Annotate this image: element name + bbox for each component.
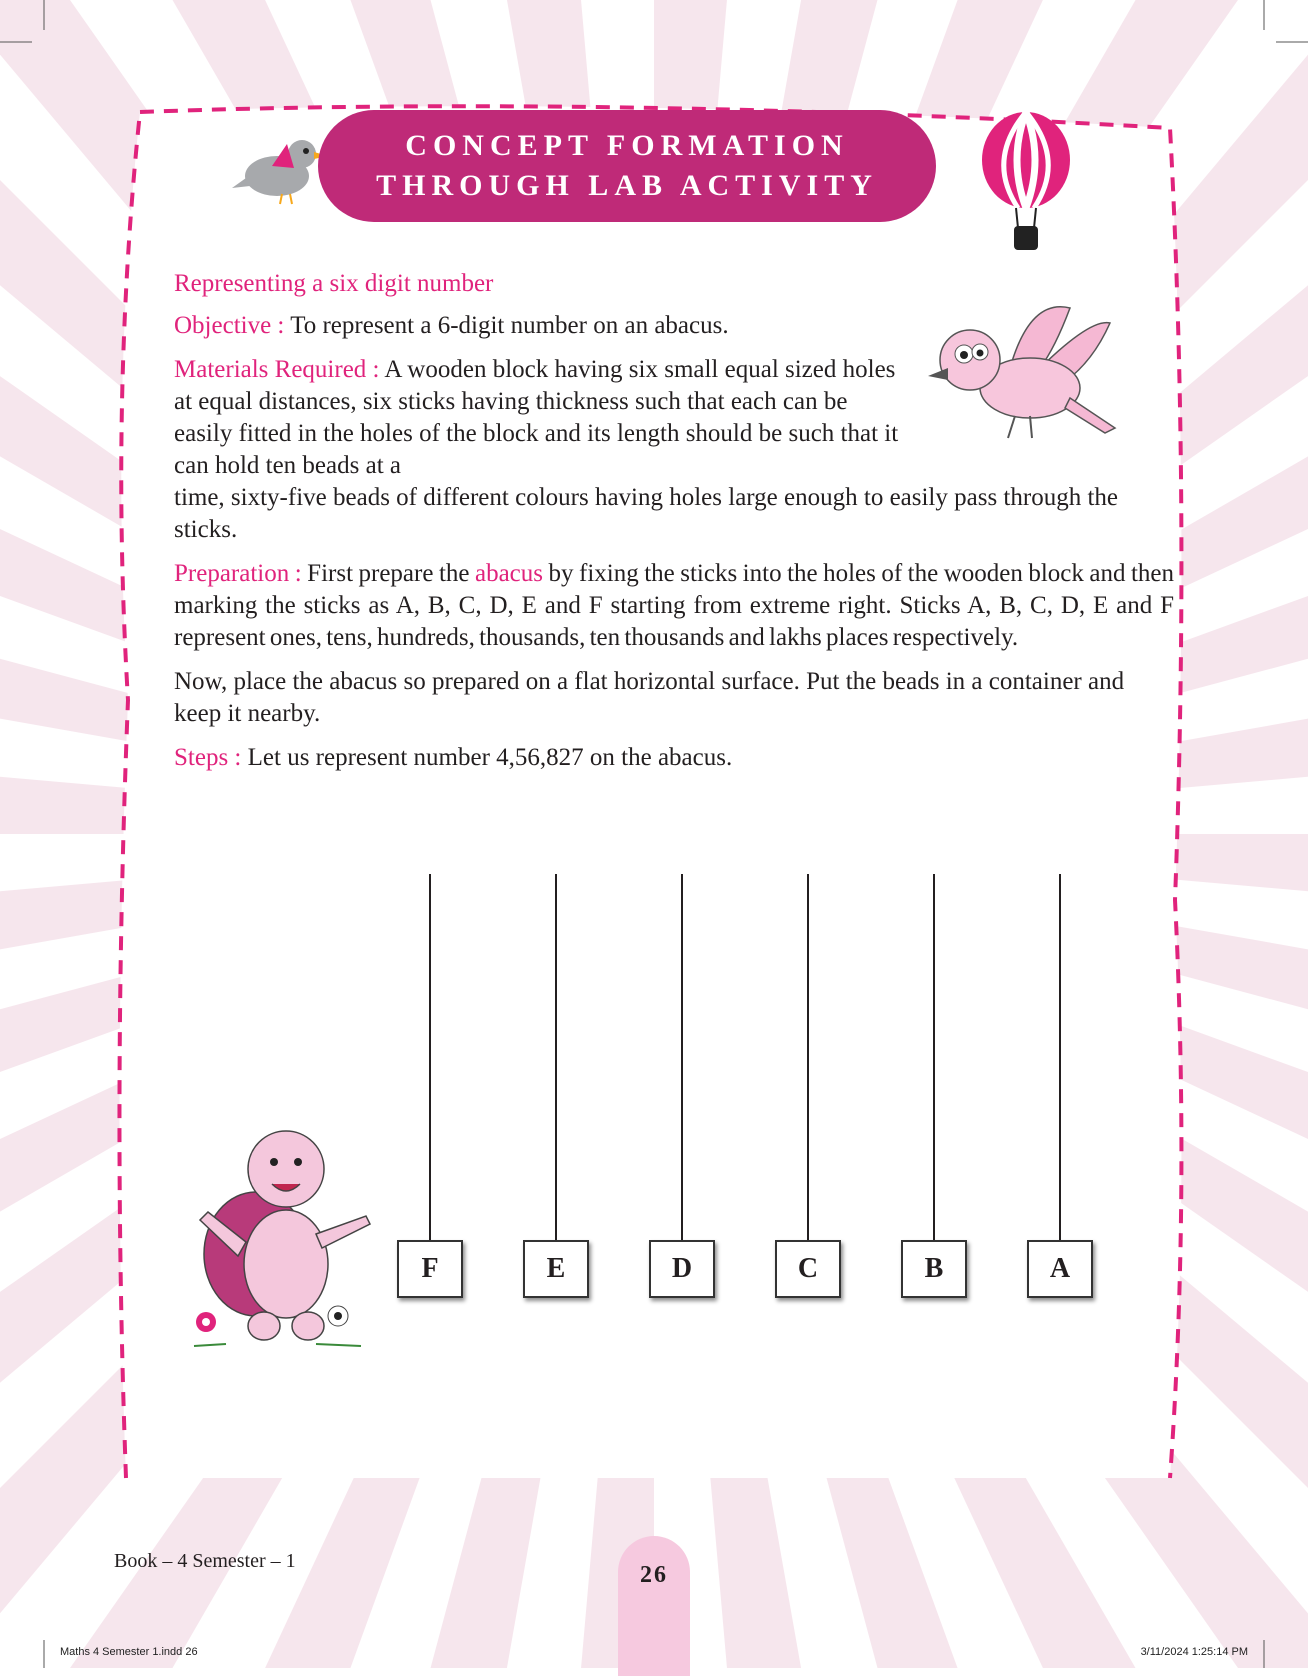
banner-line-2: THROUGH LAB ACTIVITY xyxy=(376,169,878,202)
footer-book-label: Book – 4 Semester – 1 xyxy=(114,1550,296,1572)
abacus-stick xyxy=(933,874,935,1240)
steps-text: Let us represent number 4,56,827 on the abacus. xyxy=(247,744,733,771)
now-paragraph: Now, place the abacus so prepared on a flat horizontal surface. Put the beads in a container and keep it nearby. xyxy=(174,668,1125,727)
print-slug-date: 3/11/2024 1:25:14 PM xyxy=(1140,1646,1248,1658)
abacus-stick xyxy=(807,874,809,1240)
materials-label: Materials Required : xyxy=(174,356,380,383)
abacus-stick-label: E xyxy=(523,1240,589,1298)
print-slug-file: Maths 4 Semester 1.indd 26 xyxy=(60,1646,198,1658)
page-number: 26 xyxy=(618,1536,690,1676)
abacus-stick-label: B xyxy=(901,1240,967,1298)
abacus-stick xyxy=(429,874,431,1240)
materials-text-1: A wooden block having six small equal sized holes at equal distances, six sticks having thickness such that each can be easily fitted in the holes of the block and its length should be such that it can hold ten beads at a xyxy=(174,356,899,479)
abacus-stick-label: C xyxy=(775,1240,841,1298)
abacus-stick xyxy=(555,874,557,1240)
objective-text: To represent a 6-digit number on an abacus. xyxy=(290,312,729,339)
abacus-stick-label: F xyxy=(397,1240,463,1298)
preparation-label: Preparation : xyxy=(174,560,302,587)
abacus-stick xyxy=(681,874,683,1240)
objective-label: Objective : xyxy=(174,312,285,339)
abacus-stick xyxy=(1059,874,1061,1240)
banner-line-1: CONCEPT FORMATION xyxy=(405,129,849,162)
turtle-icon xyxy=(186,1124,386,1356)
preparation-post: by fixing the sticks into the holes of the wooden block and then marking the sticks as A, B, C, D, E and F starting from extreme right. Sticks A, B, C, D, E and F represent ones, tens, hundreds, thousands, ten thousands and lakhs places respectively. xyxy=(174,560,1175,651)
preparation-pre: First prepare the xyxy=(307,560,470,587)
abacus-stick-label: D xyxy=(649,1240,715,1298)
steps-label: Steps : xyxy=(174,744,242,771)
activity-title: Representing a six digit number xyxy=(174,270,494,297)
materials-text-2: time, sixty-five beads of different colours having holes large enough to easily pass through the sticks. xyxy=(174,484,1118,543)
abacus-stick-label: A xyxy=(1027,1240,1093,1298)
abacus-keyword: abacus xyxy=(474,560,544,587)
